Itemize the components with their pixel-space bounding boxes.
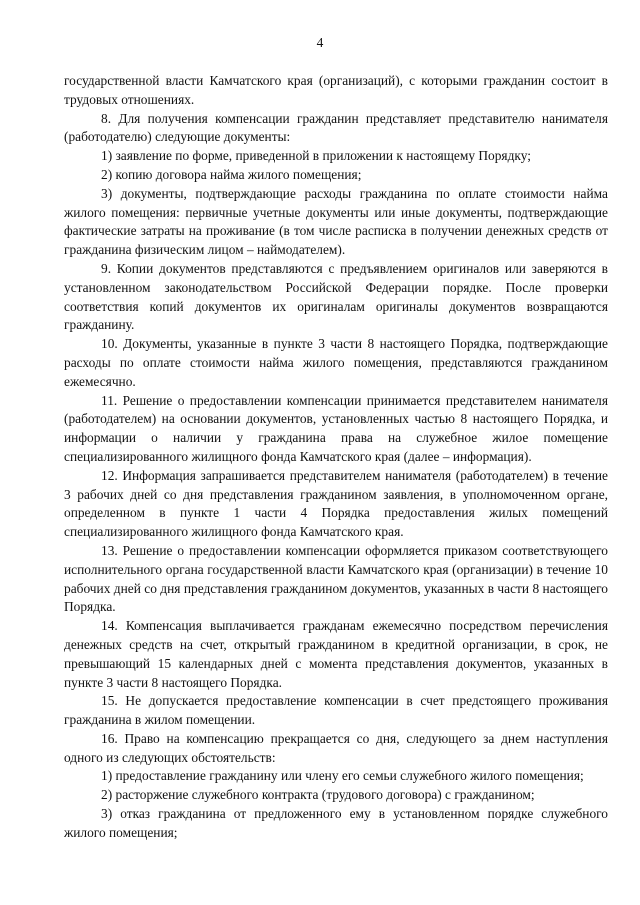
list-item: 2) расторжение служебного контракта (трудового договора) с гражданином;: [101, 787, 535, 803]
paragraph-12: 12. Информация запрашивается представителем нанимателя (работодателем) в течение 3 рабочих дней со дня представления гражданином заявления, в уполномоченном органе, определенном в пункте 1 части 4 Порядка предоставления жилых помещений специализированного жилищного фонда Камчатского края.: [64, 467, 608, 540]
paragraph: государственной власти Камчатского края (организаций), с которыми гражданин состоит в трудовых отношениях.: [64, 73, 608, 107]
list-item: 3) документы, подтверждающие расходы гражданина по оплате стоимости найма жилого помещения: первичные учетные документы или иные документы, подтверждающие фактические затраты на проживание (в том числе расписка в получении денежных средств от гражданина физическим лицом – наймодателем).: [64, 185, 608, 258]
paragraph-15: 15. Не допускается предоставление компенсации в счет предстоящего проживания гражданина в жилом помещении.: [64, 693, 608, 728]
list-item: 1) заявление по форме, приведенной в приложении к настоящему Порядку;: [101, 148, 531, 164]
paragraph-9: 9. Копии документов представляются с предъявлением оригиналов или заверяются в установленном законодательством Российской Федерации порядке. После проверки соответствия копий документов их оригиналам оригиналы документов возвращаются гражданину.: [64, 260, 608, 333]
document-body: [64, 72, 608, 843]
paragraph-14: 14. Компенсация выплачивается гражданам ежемесячно посредством перечисления денежных средств на счет, открытый гражданином в кредитной организации, в срок, не превышающий 15 календарных дней с момента представления документов, указанных в пункте 3 части 8 настоящего Порядка.: [64, 618, 608, 690]
paragraph-11: 11. Решение о предоставлении компенсации принимается представителем нанимателя (работодателем) на основании документов, установленных частью 8 настоящего Порядка, и информации о наличии у гражданина права на служебное жилое помещение специализированного жилищного фонда Камчатского края (далее – информация).: [64, 392, 608, 464]
paragraph-13: 13. Решение о предоставлении компенсации оформляется приказом соответствующего исполнительного органа государственной власти Камчатского края (организации) в течение 10 рабочих дней со дня представления гражданином документов, указанных в части 8 настоящего Порядка.: [64, 542, 608, 615]
list-item: 3) отказ гражданина от предложенного ему в установленном порядке служебного жилого помещения;: [64, 806, 608, 840]
list-item: 2) копию договора найма жилого помещения;: [101, 166, 362, 182]
paragraph-8: 8. Для получения компенсации гражданин представляет представителю нанимателя (работодателю) следующие документы:: [64, 110, 608, 145]
paragraph-10: 10. Документы, указанные в пункте 3 части 8 настоящего Порядка, подтверждающие расходы по оплате стоимости найма жилого помещения, представляются гражданином ежемесячно.: [64, 336, 608, 389]
list-item: 1) предоставление гражданину или члену его семьи служебного жилого помещения;: [101, 768, 584, 784]
paragraph-16: 16. Право на компенсацию прекращается со дня, следующего за днем наступления одного из следующих обстоятельств:: [64, 730, 608, 765]
page-number: 4: [316, 35, 324, 50]
